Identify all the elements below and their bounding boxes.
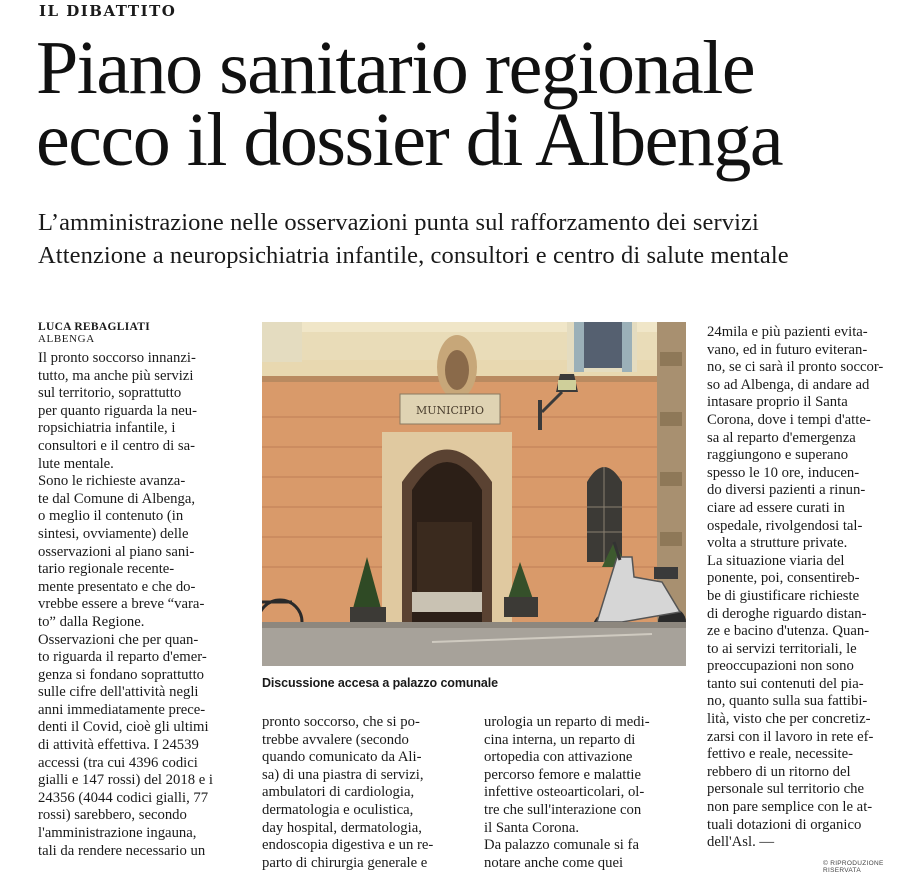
headline <box>36 26 906 182</box>
article-column-1 <box>38 350 244 860</box>
article-line: ze e bacino d'utenza. Quan- <box>707 623 870 640</box>
copyright-credit: © RIPRODUZIONE RISERVATA <box>823 860 884 874</box>
article-line: do diversi pazienti a rinun- <box>707 482 866 499</box>
byline <box>38 321 150 345</box>
article-line: rossi) sarebbero, secondo <box>38 807 187 824</box>
article-line: trebbe avvalere (secondo <box>262 731 409 748</box>
article-line: dell'Asl. — <box>707 834 775 851</box>
article-line: consultori e il centro di sa- <box>38 437 196 454</box>
article-line: sulle cifre dell'attività negli <box>38 684 199 701</box>
article-line: ambulatori di cardiologia, <box>262 784 415 801</box>
article-line: urologia un reparto di medi- <box>484 714 650 730</box>
article-line: l'amministrazione ingauna, <box>38 825 197 842</box>
author-name: LUCA REBAGLIATI <box>38 321 150 333</box>
photo-caption: Discussione accesa a palazzo comunale <box>262 676 498 690</box>
article-line: notare anche come quei <box>484 854 624 871</box>
article-line: non pare semplice con le at- <box>707 799 873 816</box>
article-line: to riguarda il reparto d'emer- <box>38 649 207 666</box>
article-line: to” dalla Regione. <box>38 613 145 630</box>
article-line: no, quanto sulla sua fattibi- <box>707 693 868 710</box>
article-line: Il pronto soccorso innanzi- <box>38 350 196 366</box>
article-line: fettivo e reale, necessite- <box>707 746 853 763</box>
article-line: genza si fondano soprattutto <box>38 666 205 683</box>
article-column-4 <box>707 324 911 852</box>
article-line: ponente, poi, consentireb- <box>707 570 860 587</box>
article-line: mente presentato e che do- <box>38 578 196 595</box>
dateline-place: ALBENGA <box>38 333 95 345</box>
article-line: sintesi, ovviamente) delle <box>38 525 189 542</box>
section-kicker: IL DIBATTITO <box>39 2 177 20</box>
article-line: so ad Albenga, di andare ad <box>707 376 870 393</box>
article-line: gialli e 147 rossi) del 2018 e i <box>38 772 213 789</box>
article-line: te dal Comune di Albenga, <box>38 490 196 507</box>
subheadline-line-2: Attenzione a neuropsichiatria infantile, consultori e centro di salute mentale <box>38 242 789 269</box>
subheadline <box>38 206 908 272</box>
article-line: quando comunicato da Ali- <box>262 749 422 766</box>
article-line: be di giustificare richieste <box>707 587 860 604</box>
article-line: per quanto riguarda la neu- <box>38 402 198 419</box>
article-line: denti il Covid, cioè gli ultimi <box>38 719 209 736</box>
article-line: rebbero di un ritorno del <box>707 763 851 780</box>
article-line: tre che sull'interazione con <box>484 801 642 818</box>
article-line: percorso femore e malattie <box>484 766 641 783</box>
article-line: tuali dotazioni di organico <box>707 816 862 833</box>
article-line: sa al reparto d'emergenza <box>707 429 856 446</box>
article-line: intasare proprio il Santa <box>707 394 848 411</box>
subheadline-line-1: L’amministrazione nelle osservazioni punta sul rafforzamento dei servizi <box>38 209 759 236</box>
article-line: 24356 (4044 codici gialli, 77 <box>38 789 209 806</box>
article-line: il Santa Corona. <box>484 819 580 836</box>
article-line: 24mila e più pazienti evita- <box>707 324 868 340</box>
article-line: sa) di una piastra di servizi, <box>262 766 424 783</box>
headline-line-2: ecco il dossier di Albenga <box>36 98 783 182</box>
article-line: Da palazzo comunale si fa <box>484 837 639 854</box>
article-line: osservazioni al piano sani- <box>38 543 195 560</box>
article-photo <box>262 322 686 666</box>
article-line: di deroghe riguardo distan- <box>707 605 867 622</box>
article-line: ropsichiatria infantile, i <box>38 420 176 437</box>
article-line: preoccupazioni non sono <box>707 658 854 675</box>
article-line: parto di chirurgia generale e <box>262 854 428 871</box>
article-line: personale sul territorio che <box>707 781 865 798</box>
article-column-2 <box>262 714 468 872</box>
headline-line-1: Piano sanitario regionale <box>36 26 755 110</box>
article-line: infettive osteoarticolari, ol- <box>484 784 645 801</box>
article-line: day hospital, dermatologia, <box>262 819 422 836</box>
article-line: volta a strutture private. <box>707 535 848 552</box>
article-line: no, se ci sarà il pronto soccor- <box>707 359 884 376</box>
article-line: zarsi con il lavoro in rete ef- <box>707 728 874 745</box>
article-column-3 <box>484 714 690 872</box>
article-line: accessi (tra cui 4396 codici <box>38 754 198 771</box>
article-line: Sono le richieste avanza- <box>38 473 186 490</box>
article-line: spesso le 10 ore, inducen- <box>707 464 860 481</box>
article-line: o meglio il contenuto (in <box>38 508 184 525</box>
article-line: tanto sui contenuti del pia- <box>707 675 864 692</box>
article-line: vrebbe essere a breve “vara- <box>38 596 205 613</box>
article-line: pronto soccorso, che si po- <box>262 714 420 730</box>
article-line: vano, ed in futuro eviteran- <box>707 341 868 358</box>
article-line: raggiungono e superano <box>707 447 849 464</box>
article-line: lità, visto che per concretiz- <box>707 711 871 728</box>
article-line: endoscopia digestiva e un re- <box>262 837 434 854</box>
article-line: to ai servizi territoriali, le <box>707 640 857 657</box>
article-line: anni immediatamente prece- <box>38 701 206 718</box>
article-line: di attività effettiva. I 24539 <box>38 737 199 754</box>
article-line: tali da rendere necessario un <box>38 842 206 859</box>
town-hall-facade-image <box>262 322 686 666</box>
article-line: ciare ad essere curati in <box>707 499 845 516</box>
article-line: tario regionale recente- <box>38 561 175 578</box>
article-line: sul territorio, soprattutto <box>38 385 182 402</box>
article-line: Osservazioni che per quan- <box>38 631 199 648</box>
municipio-sign-text: MUNICIPIO <box>415 404 485 417</box>
article-line: tutto, ma anche più servizi <box>38 367 194 384</box>
article-line: lute mentale. <box>38 455 114 472</box>
article-line: ortopedia con attivazione <box>484 749 633 766</box>
article-line: cina interna, un reparto di <box>484 731 636 748</box>
article-line: ospedale, rivolgendosi tal- <box>707 517 863 534</box>
article-line: Corona, dove i tempi d'atte- <box>707 411 871 428</box>
article-line: La situazione viaria del <box>707 552 845 569</box>
article-line: dermatologia e oculistica, <box>262 801 414 818</box>
